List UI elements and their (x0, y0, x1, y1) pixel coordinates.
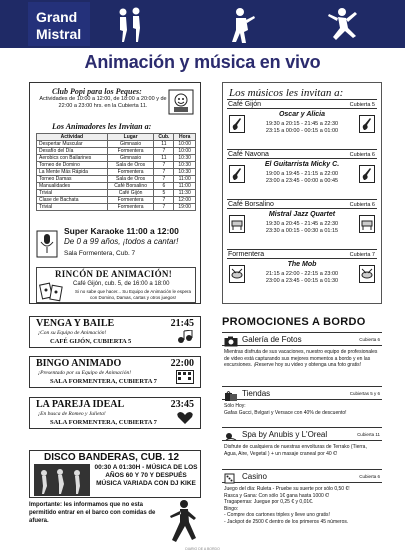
table-cell: Formentera (107, 204, 154, 211)
table-row (37, 148, 196, 155)
artist-name: The Mob (287, 261, 317, 268)
table-row (37, 176, 196, 183)
venue-deck: Cubierta 6 (349, 202, 375, 208)
table-row (37, 183, 196, 190)
event-title: LA PAREJA IDEAL (36, 399, 125, 410)
table-cell: Formentera (107, 169, 154, 176)
table-row (37, 190, 196, 197)
promotion-deck: Cubierta 6 (359, 474, 380, 479)
kids-club-icon (168, 89, 194, 115)
promotion-name: Spa by Anubis y L'Oreal (242, 430, 328, 439)
table-cell: 7 (154, 204, 174, 211)
table-row (37, 204, 196, 211)
singer-icon (222, 6, 258, 48)
shopping-bag-icon (224, 388, 238, 399)
event-time: 23:45 (170, 399, 194, 410)
dancers-photo-icon (34, 464, 90, 496)
table-cell: Trivial (37, 204, 108, 211)
promotion-item (222, 386, 382, 424)
rincon-title: RINCÓN DE ANIMACIÓN! (55, 269, 173, 279)
venue-block (227, 149, 377, 191)
footer-text: DIARIO DE A BORDO (185, 547, 220, 551)
karaoke-place: Sala Formentera, Cub. 7 (64, 250, 136, 257)
venue-block (227, 99, 377, 141)
entertainment-item (29, 316, 201, 348)
venue-name: Café Navona (228, 151, 269, 158)
table-cell: Sala de Oros (107, 162, 154, 169)
table-cell: 11:00 (174, 176, 196, 183)
drums-icon (359, 265, 375, 283)
musicians-title: Los músicos les invitan a: (229, 87, 344, 99)
table-cell: Formentera (107, 148, 154, 155)
disco-title: DISCO BANDERAS, CUB. 12 (44, 452, 180, 463)
dancer-silhouette-icon (162, 498, 198, 544)
promotion-item (222, 427, 382, 465)
table-cell: Torneo de Domino (37, 162, 108, 169)
venue-name: Café Gijón (228, 101, 262, 108)
rincon-description: Si no sabe que hacer... Su Equipo de Animación le espera con Domino, Damas, cartas y otros juegos! (74, 289, 192, 300)
show-times: 19:30 a 20:45 - 21:45 a 22:30 23:30 a 00:15 - 00:30 a 01:15 (265, 221, 339, 234)
guitar-icon (359, 165, 375, 183)
table-cell: Formentera (107, 197, 154, 204)
event-title: BINGO ANIMADO (36, 358, 122, 369)
promotion-header (222, 386, 382, 400)
brand-line-2: Mistral (36, 26, 82, 42)
promotion-deck: Cubierta 11 (357, 432, 380, 437)
table-row (37, 162, 196, 169)
venue-body (227, 209, 377, 241)
venue-header (227, 199, 377, 209)
column-header: Actividad (37, 134, 108, 141)
promotion-description: Sólo Hoy: Gafas Gucci, Bvlgari y Versace con 40% de descuento! (224, 403, 347, 416)
show-times: 19:00 a 19:45 - 21:15 a 22:00 23:00 a 23:45 - 00:00 a 00:45 (265, 171, 339, 184)
table-cell: Gimnasio (107, 141, 154, 148)
event-place: SALA FORMENTERA, CUBIERTA 7 (50, 378, 157, 385)
promotion-description: Mientras disfruta de sus vacaciones, nuestro equipo de profesionales de video está capturando sus mejores momentos a bordo y en las excursiones. ¡Reserve hoy su video y obtenga una foto gratis! (224, 349, 378, 368)
microphone-icon (36, 230, 58, 258)
venue-name: Formentera (228, 251, 265, 258)
venue-block (227, 199, 377, 241)
table-cell: La Mente Más Rápida (37, 169, 108, 176)
piano-icon (359, 215, 375, 233)
table-cell: 12:00 (174, 197, 196, 204)
table-cell: Trivial (37, 190, 108, 197)
table-cell: 19:00 (174, 204, 196, 211)
musicians-panel (222, 82, 382, 304)
table-cell: Gimnasio (107, 155, 154, 162)
table-cell: Clase de Bachata (37, 197, 108, 204)
bingo-card-icon (176, 370, 194, 384)
promotion-description: Juego del día: Ruleta - Pruebe su suerte por sólo 0,50 €! Rasca y Gana: Con sólo 1€ gana hasta 1000 €! Tragaperras: Juegue por 0,25 € y 0,01€. Bingo: - Compre dos cartones triples y lleve uno gratis! - Jackpot de 2500 € dentro de los primeros 45 números. (224, 486, 350, 525)
food-policy-note: Importante: les informamos que no esta permitido entrar en el barco con comidas de afuera. (29, 502, 156, 524)
promotion-deck: Cubiertas 5 y 6 (349, 391, 380, 396)
event-title: VENGA Y BAILE (36, 318, 115, 329)
event-subtitle: ¡En busca de Romeo y Julieta! (38, 411, 106, 417)
table-cell: 7 (154, 169, 174, 176)
karaoke-title: Super Karaoke 11:00 a 12:00 (64, 226, 179, 236)
karaoke-subtitle: De 0 a 99 años, ¡todos a cantar! (64, 237, 179, 246)
rincon-schedule: Café Gijón, cub. 5, de 16:00 a 18:00 (73, 281, 170, 287)
promotions-title: PROMOCIONES A BORDO (222, 316, 366, 328)
table-cell: Aerobics con Bailarines (37, 155, 108, 162)
table-cell: 11:00 (174, 183, 196, 190)
artist-name: Mistral Jazz Quartet (268, 211, 336, 218)
table-cell: 10:00 (174, 148, 196, 155)
heart-icon (176, 411, 194, 425)
promotion-name: Tiendas (242, 389, 271, 398)
header-banner (0, 0, 405, 48)
event-time: 22:00 (170, 358, 194, 369)
spa-icon (224, 429, 238, 440)
table-cell: 10:30 (174, 155, 196, 162)
venue-body (227, 159, 377, 191)
event-place: SALA FORMENTERA, CUBIERTA 7 (50, 419, 157, 426)
venue-header (227, 249, 377, 259)
activities-table (36, 133, 196, 211)
karaoke-block (36, 226, 196, 264)
show-times: 19:30 a 20:15 - 21:45 a 22:30 23:15 a 00:00 - 00:15 a 01:00 (265, 121, 339, 134)
brand-line-1: Grand (36, 9, 78, 25)
venue-header (227, 99, 377, 109)
column-header: Lugar (107, 134, 154, 141)
guitar-icon (359, 115, 375, 133)
venue-body (227, 259, 377, 291)
show-times: 21:15 a 22:00 - 22:15 a 23:00 23:00 a 23:45 - 00:15 a 01:30 (265, 271, 339, 284)
dice-icon (224, 471, 238, 482)
table-cell: 10:30 (174, 169, 196, 176)
venue-block (227, 249, 377, 291)
disco-block (29, 450, 201, 498)
camera-icon (224, 334, 238, 345)
table-row (37, 155, 196, 162)
table-cell: Café Gijón (107, 190, 154, 197)
table-cell: 11:30 (174, 190, 196, 197)
table-cell: 7 (154, 162, 174, 169)
table-row (37, 141, 196, 148)
column-header: Cub. (154, 134, 174, 141)
column-header: Hora (174, 134, 196, 141)
table-cell: 6 (154, 183, 174, 190)
table-cell: Torneo Damas (37, 176, 108, 183)
table-row (37, 197, 196, 204)
promotion-header (222, 427, 382, 441)
table-cell: 5 (154, 190, 174, 197)
couple-dancing-icon (112, 6, 148, 48)
table-cell: 7 (154, 176, 174, 183)
event-place: CAFÉ GIJÓN, CUBIERTA 5 (50, 338, 132, 345)
promotion-item (222, 332, 382, 380)
animators-title: Los Animadores les Invitan a: (52, 122, 152, 131)
page-title: Animación y música en vivo (84, 52, 321, 72)
promotion-name: Casino (242, 472, 267, 481)
club-popi-text: Actividades de 10:00 a 12:00, de 18:00 a 20:00 y de 22:00 a 23:00 hrs. en la Cubierta 11. (39, 96, 167, 109)
event-subtitle: ¡Presentado por su Equipo de Animación! (38, 370, 132, 376)
table-cell: Café Borsalino (107, 183, 154, 190)
promotion-description: Disfrute de cualquiera de nuestras envolturas de Terrako (Tierra, Agua, Aire, Vegetal ) + un masaje craneal por 40 €! (224, 444, 367, 457)
table-cell: 7 (154, 148, 174, 155)
venue-deck: Cubierta 5 (349, 102, 375, 108)
event-time: 21:45 (170, 318, 194, 329)
table-cell: 11 (154, 155, 174, 162)
entertainment-item (29, 397, 201, 429)
table-cell: 10:00 (174, 141, 196, 148)
club-popi-title: Club Popi para los Peques: (52, 87, 142, 96)
table-cell: 11 (154, 141, 174, 148)
venue-name: Café Borsalino (228, 201, 274, 208)
rincon-block (36, 267, 196, 303)
table-cell: 7 (154, 197, 174, 204)
artist-name: El Guitarrista Micky C. (264, 161, 340, 168)
promotion-item (222, 469, 382, 545)
game-pieces-icon (39, 280, 65, 302)
promotion-deck: Cubierta 6 (359, 337, 380, 342)
venue-header (227, 149, 377, 159)
venue-deck: Cubierta 7 (349, 252, 375, 258)
table-cell: Desafío del Día (37, 148, 108, 155)
artist-name: Oscar y Alicia (278, 111, 326, 118)
disco-description: 00:30 A 01:30H - MÚSICA DE LOS AÑOS 60 Y 70 Y DESPUÉS MÚSICA VARIADA CON DJ KIKE (94, 464, 198, 487)
music-note-icon (176, 330, 194, 344)
table-cell: Sala de Oros (107, 176, 154, 183)
promotion-name: Galería de Fotos (242, 335, 302, 344)
event-subtitle: ¡Con su Equipo de Animación! (38, 330, 107, 336)
promotion-header (222, 332, 382, 346)
activities-panel (29, 82, 201, 304)
table-cell: Despertar Muscular (37, 141, 108, 148)
venue-deck: Cubierta 6 (349, 152, 375, 158)
entertainment-item (29, 356, 201, 388)
table-cell: Manualidades (37, 183, 108, 190)
venue-body (227, 109, 377, 141)
dancer-jumping-icon (322, 6, 358, 48)
table-row (37, 169, 196, 176)
promotion-header (222, 469, 382, 483)
table-cell: 10:30 (174, 162, 196, 169)
